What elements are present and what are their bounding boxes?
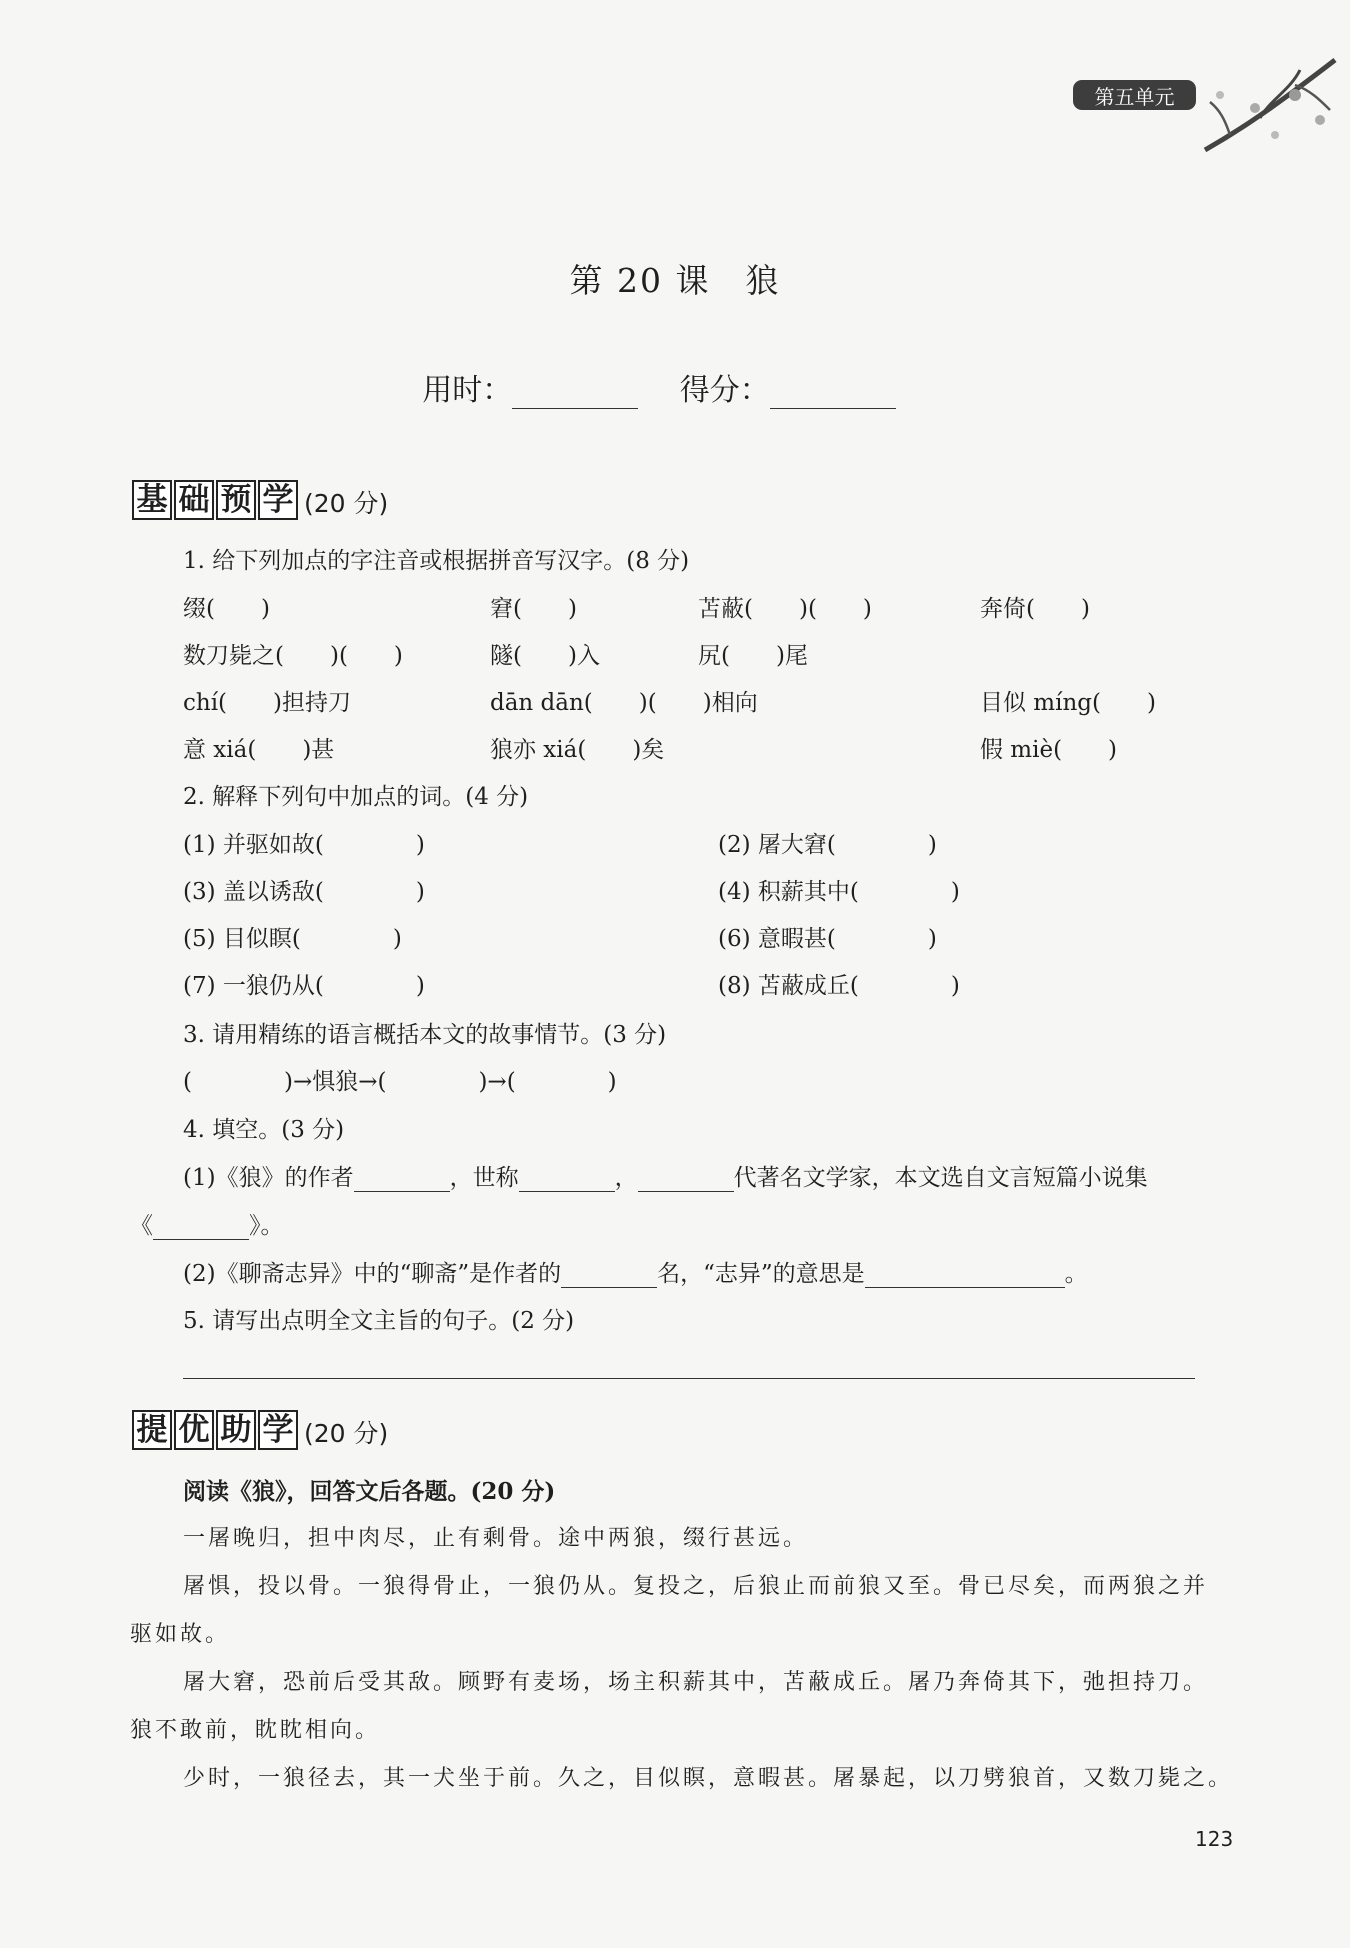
score-label: 得分： (679, 373, 770, 408)
q1-stem: 1. 给下列加点的字注音或根据拼音写汉字。(8 分) (183, 548, 690, 574)
q4-blank[interactable] (354, 1167, 450, 1192)
q4-text: 。 (1064, 1261, 1088, 1287)
passage-paragraph: 驱如故。 (130, 1622, 231, 1647)
section-char: 学 (258, 480, 298, 520)
plum-branch-icon (1200, 40, 1340, 160)
q1-item: 隧( )入 (490, 643, 600, 669)
section-points: (20 分) (304, 489, 389, 518)
q2-item: (4) 积薪其中( ) (718, 879, 960, 905)
q2-item: (8) 苫蔽成丘( ) (718, 973, 960, 999)
section-char: 预 (216, 480, 256, 520)
passage-paragraph: 屠惧，投以骨。一狼得骨止，一狼仍从。复投之，后狼止而前狼又至。骨已尽矣，而两狼之并 (183, 1574, 1209, 1599)
q4-blank[interactable] (519, 1167, 615, 1192)
score-blank[interactable] (770, 378, 896, 409)
q5-stem: 5. 请写出点明全文主旨的句子。(2 分) (183, 1308, 575, 1334)
q4-text: 》。 (249, 1213, 284, 1239)
q1-item: 目似 míng( ) (980, 690, 1156, 716)
q4-blank[interactable] (561, 1263, 657, 1288)
q2-item: (3) 盖以诱敌( ) (183, 879, 425, 905)
q1-item: dān dān( )( )相向 (490, 690, 758, 716)
q4-text: 代著名文学家，本文选自文言短篇小说集 (733, 1165, 1148, 1191)
section-basic-preview (132, 480, 388, 520)
passage-paragraph: 一屠晚归，担中肉尽，止有剩骨。途中两狼，缀行甚远。 (183, 1526, 809, 1551)
q2-item: (7) 一狼仍从( ) (183, 973, 425, 999)
passage-paragraph: 狼不敢前，眈眈相向。 (130, 1718, 381, 1743)
q4-blank[interactable] (638, 1167, 734, 1192)
q4-text: ， (614, 1165, 638, 1191)
q4-text: 《 (130, 1213, 153, 1239)
q1-item: 缀( ) (183, 596, 270, 622)
q3-flow: ( )→惧狼→( )→( ) (183, 1069, 617, 1095)
q4-text: ，世称 (449, 1165, 519, 1191)
lesson-title: 第 20 课 狼 (569, 261, 781, 300)
section-char: 础 (174, 480, 214, 520)
q1-item: 苫蔽( )( ) (698, 596, 872, 622)
section-char: 助 (216, 1410, 256, 1450)
q4-text: (2)《聊斋志异》中的“聊斋”是作者的 (183, 1261, 562, 1287)
q1-item: 尻( )尾 (698, 643, 808, 669)
time-label: 用时： (422, 373, 513, 408)
q1-item: 数刀毙之( )( ) (183, 643, 403, 669)
q2-stem: 2. 解释下列句中加点的词。(4 分) (183, 784, 529, 810)
q4-line3 (183, 1255, 1088, 1288)
q1-item: 狼亦 xiá( )矣 (490, 737, 665, 763)
q4-stem: 4. 填空。(3 分) (183, 1117, 345, 1143)
section-points: (20 分) (304, 1419, 389, 1448)
q4-line2 (130, 1207, 284, 1240)
q4-blank[interactable] (865, 1263, 1065, 1288)
passage-paragraph: 少时，一狼径去，其一犬坐于前。久之，目似瞑，意暇甚。屠暴起，以刀劈狼首，又数刀毙之。 (183, 1766, 1234, 1791)
q2-item: (1) 并驱如故( ) (183, 832, 425, 858)
q4-blank[interactable] (153, 1215, 249, 1240)
q1-item: 窘( ) (490, 596, 577, 622)
q3-stem: 3. 请用精练的语言概括本文的故事情节。(3 分) (183, 1022, 667, 1048)
q4-line1 (183, 1159, 1148, 1192)
q1-item: 奔倚( ) (980, 596, 1090, 622)
passage-paragraph: 屠大窘，恐前后受其敌。顾野有麦场，场主积薪其中，苫蔽成丘。屠乃奔倚其下，弛担持刀。 (183, 1670, 1209, 1695)
reading-stem: 阅读《狼》，回答文后各题。(20 分) (183, 1478, 556, 1505)
time-blank[interactable] (512, 378, 638, 409)
section-char: 优 (174, 1410, 214, 1450)
q2-item: (2) 屠大窘( ) (718, 832, 937, 858)
q1-item: 意 xiá( )甚 (183, 737, 335, 763)
section-char: 提 (132, 1410, 172, 1450)
q4-text: 名，“志异”的意思是 (657, 1261, 865, 1287)
q2-item: (6) 意暇甚( ) (718, 926, 937, 952)
section-advanced-study (132, 1410, 388, 1450)
q1-item: chí( )担持刀 (183, 690, 351, 716)
unit-badge: 第五单元 (1073, 80, 1196, 110)
page-number: 123 (1195, 1827, 1234, 1851)
section-char: 基 (132, 480, 172, 520)
q2-item: (5) 目似瞑( ) (183, 926, 402, 952)
q4-text: (1)《狼》的作者 (183, 1165, 354, 1191)
q1-item: 假 miè( ) (980, 737, 1118, 763)
section-char: 学 (258, 1410, 298, 1450)
time-score-row (0, 365, 1350, 409)
q5-answer-line[interactable] (183, 1378, 1195, 1379)
